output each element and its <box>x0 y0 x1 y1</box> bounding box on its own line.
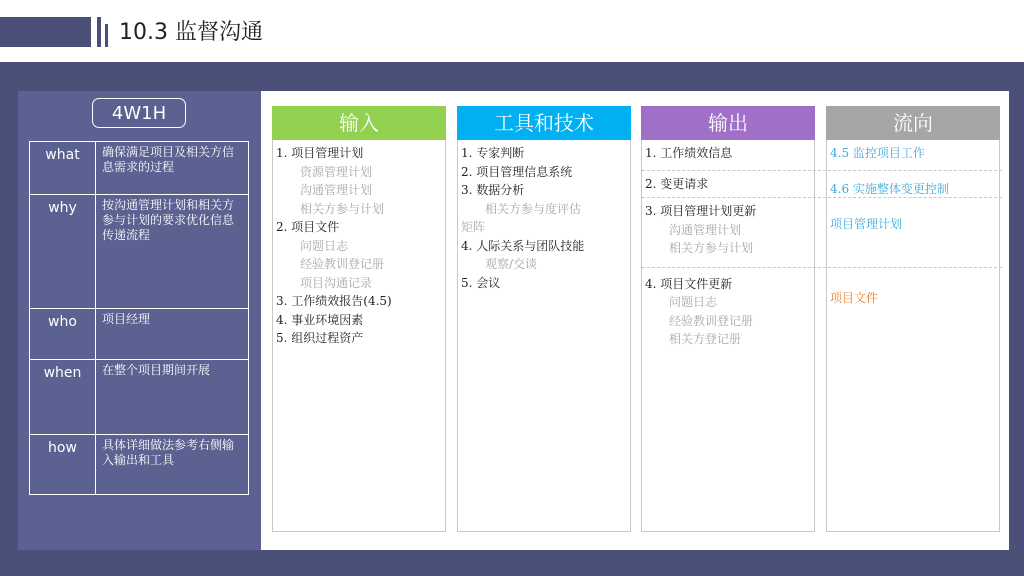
w4h-key: when <box>30 360 96 435</box>
tools-column <box>457 106 631 532</box>
list-item: 1. 工作绩效信息 <box>645 146 733 160</box>
inputs-list <box>272 140 446 532</box>
list-item: 问题日志 <box>300 238 349 253</box>
w4h-value: 在整个项目期间开展 <box>96 360 249 435</box>
list-item: 经验教训登记册 <box>669 313 754 328</box>
list-item: 5. 会议 <box>461 275 501 290</box>
w4h-value: 项目经理 <box>96 309 249 360</box>
w4h-value: 确保满足项目及相关方信息需求的过程 <box>96 142 249 195</box>
table-row <box>30 435 249 495</box>
list-item: 5. 组织过程资产 <box>276 331 364 345</box>
header-divider <box>105 24 108 47</box>
list-item: 观察/交谈 <box>485 257 538 271</box>
list-item: 项目沟通记录 <box>300 275 373 290</box>
flow-header: 流向 <box>826 106 1000 140</box>
list-item: 矩阵 <box>461 220 486 234</box>
w4h-value: 具体详细做法参考右侧输入输出和工具 <box>96 435 249 495</box>
w4h-badge: 4W1H <box>92 98 186 128</box>
table-row <box>30 142 249 195</box>
list-item: 相关方参与计划 <box>669 241 754 255</box>
w4h-key: how <box>30 435 96 495</box>
list-item: 2. 项目文件 <box>276 220 340 234</box>
list-item: 项目文件 <box>830 290 879 305</box>
list-item: 4. 项目文件更新 <box>645 276 733 291</box>
list-item: 3. 数据分析 <box>461 183 525 197</box>
w4h-key: who <box>30 309 96 360</box>
list-item: 相关方参与计划 <box>300 201 385 216</box>
flow-column <box>826 106 1000 532</box>
w4h-value: 按沟通管理计划和相关方参与计划的要求优化信息传递流程 <box>96 195 249 309</box>
header-accent-bar <box>0 17 91 47</box>
list-item: 相关方参与度评估 <box>485 201 582 216</box>
list-item: 沟通管理计划 <box>669 222 742 237</box>
outputs-header: 输出 <box>641 106 815 140</box>
w4h-key: why <box>30 195 96 309</box>
list-item: 2. 变更请求 <box>645 176 709 191</box>
inputs-column <box>272 106 446 532</box>
tools-header: 工具和技术 <box>457 106 631 140</box>
itto-panel <box>261 91 1009 550</box>
table-row <box>30 309 249 360</box>
list-item: 问题日志 <box>669 295 718 309</box>
list-item: 4. 事业环境因素 <box>276 312 364 327</box>
w4h-key: what <box>30 142 96 195</box>
list-item: 沟通管理计划 <box>300 183 373 197</box>
w4h-table <box>29 141 249 495</box>
tools-list <box>457 140 631 532</box>
list-item: 1. 项目管理计划 <box>276 146 364 160</box>
list-item: 项目管理计划 <box>830 217 903 231</box>
list-item: 1. 专家判断 <box>461 146 525 160</box>
list-item: 4. 人际关系与团队技能 <box>461 238 585 253</box>
inputs-header: 输入 <box>272 106 446 140</box>
page-title: 10.3 监督沟通 <box>119 20 263 45</box>
table-row <box>30 360 249 435</box>
list-item: 3. 工作绩效报告(4.5) <box>276 294 392 308</box>
list-item: 经验教训登记册 <box>300 257 385 271</box>
list-item: 4.5 监控项目工作 <box>830 146 925 160</box>
outputs-list <box>641 140 815 532</box>
outputs-column <box>641 106 815 532</box>
list-item: 资源管理计划 <box>300 164 373 179</box>
list-item: 2. 项目管理信息系统 <box>461 164 573 179</box>
list-item: 4.6 实施整体变更控制 <box>830 181 949 196</box>
list-item: 3. 项目管理计划更新 <box>645 204 757 218</box>
flow-list <box>826 140 1000 532</box>
list-item: 相关方登记册 <box>669 332 742 346</box>
table-row <box>30 195 249 309</box>
header-divider <box>97 17 101 47</box>
